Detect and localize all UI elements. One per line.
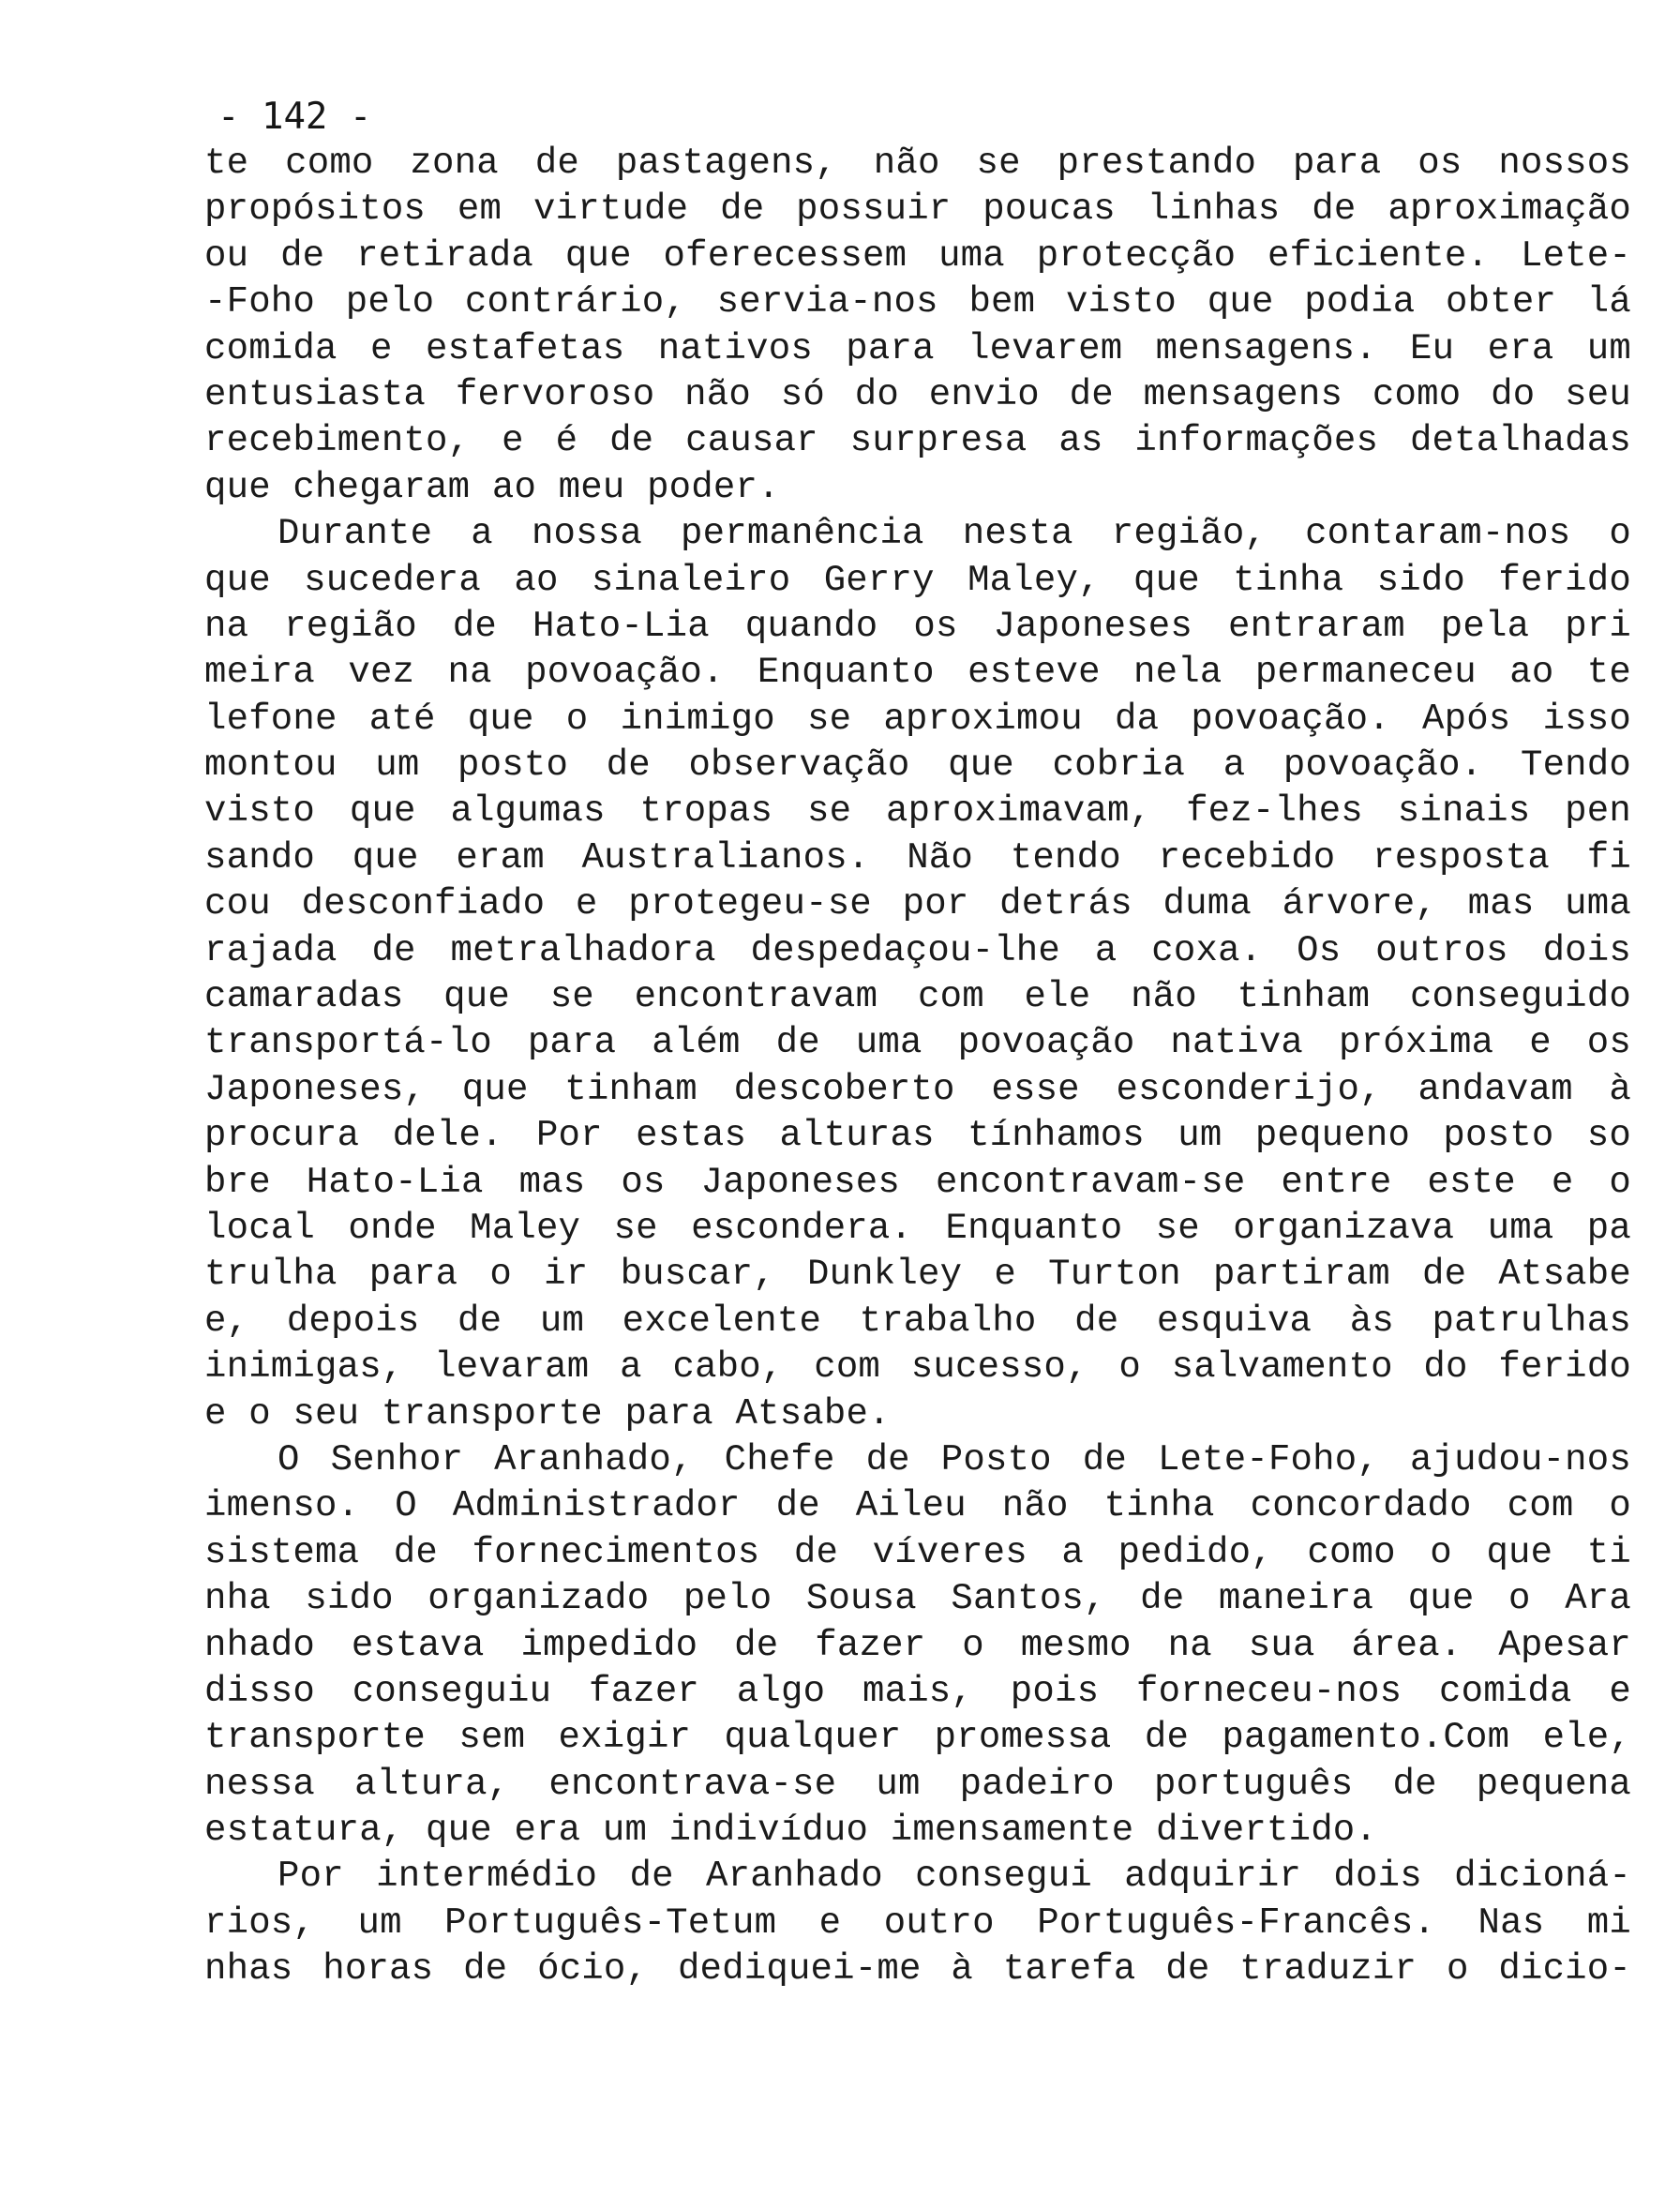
text-line: rios, um Português-Tetum e outro Português-Francês. Nas mi <box>204 1901 1631 1944</box>
text-line: trulha para o ir buscar, Dunkley e Turton partiram de Atsabe <box>204 1254 1631 1296</box>
text-line: meira vez na povoação. Enquanto esteve nela permaneceu ao te <box>204 652 1631 694</box>
text-line: sando que eram Australianos. Não tendo recebido resposta fi <box>204 836 1631 879</box>
text-line: sistema de fornecimentos de víveres a pedido, como o que ti <box>204 1531 1631 1573</box>
paragraph <box>204 511 1631 1437</box>
paragraph <box>204 1854 1631 1992</box>
text-line: que chegaram ao meu poder. <box>204 466 780 508</box>
text-line: ou de retirada que oferecessem uma protecção eficiente. Lete- <box>204 234 1631 277</box>
text-line: nessa altura, encontrava-se um padeiro português de pequena <box>204 1763 1631 1805</box>
text-line: local onde Maley se escondera. Enquanto se organizava uma pa <box>204 1207 1631 1249</box>
body-text <box>204 141 1631 1993</box>
text-line: visto que algumas tropas se aproximavam, fez-lhes sinais pen <box>204 790 1631 833</box>
text-line: montou um posto de observação que cobria a povoação. Tendo <box>204 744 1631 787</box>
text-line: e, depois de um excelente trabalho de esquiva às patrulhas <box>204 1300 1631 1342</box>
text-line: comida e estafetas nativos para levarem mensagens. Eu era um <box>204 327 1631 369</box>
text-line: nha sido organizado pelo Sousa Santos, de maneira que o Ara <box>204 1578 1631 1620</box>
text-line: nhas horas de ócio, dediquei-me à tarefa de traduzir o dicio- <box>204 1948 1631 1991</box>
text-line: na região de Hato-Lia quando os Japoneses entraram pela pri <box>204 605 1631 647</box>
text-line: -Foho pelo contrário, servia-nos bem visto que podia obter lá <box>204 281 1631 323</box>
text-line: estatura, que era um indivíduo imensamente divertido. <box>204 1810 1378 1852</box>
text-line: recebimento, e é de causar surpresa as informações detalhadas <box>204 420 1631 462</box>
text-line: procura dele. Por estas alturas tínhamos um pequeno posto so <box>204 1115 1631 1157</box>
text-line: propósitos em virtude de possuir poucas linhas de aproximação <box>204 188 1631 231</box>
text-line: rajada de metralhadora despedaçou-lhe a coxa. Os outros dois <box>204 929 1631 971</box>
text-line: Japoneses, que tinham descoberto esse esconderijo, andavam à <box>204 1068 1631 1110</box>
text-line: transporte sem exigir qualquer promessa de pagamento.Com ele, <box>204 1717 1631 1759</box>
text-line: camaradas que se encontravam com ele não tinham conseguido <box>204 976 1631 1018</box>
text-line: disso conseguiu fazer algo mais, pois forneceu-nos comida e <box>204 1670 1631 1712</box>
text-line: imenso. O Administrador de Aileu não tinha concordado com o <box>204 1485 1631 1527</box>
text-line: bre Hato-Lia mas os Japoneses encontravam-se entre este e o <box>204 1161 1631 1203</box>
text-line: que sucedera ao sinaleiro Gerry Maley, que tinha sido ferido <box>204 559 1631 601</box>
paragraph <box>204 1437 1631 1855</box>
text-line: transportá-lo para além de uma povoação nativa próxima e os <box>204 1022 1631 1064</box>
text-line: cou desconfiado e protegeu-se por detrás duma árvore, mas uma <box>204 883 1631 925</box>
text-line: te como zona de pastagens, não se prestando para os nossos <box>204 143 1631 184</box>
text-line: nhado estava impedido de fazer o mesmo na sua área. Apesar <box>204 1624 1631 1666</box>
text-line: entusiasta fervoroso não só do envio de mensagens como do seu <box>204 373 1631 415</box>
text-line: Durante a nossa permanência nesta região, contaram-nos o <box>278 513 1631 555</box>
text-line: inimigas, levaram a cabo, com sucesso, o salvamento do ferido <box>204 1346 1631 1389</box>
text-line: Por intermédio de Aranhado consegui adquirir dois dicioná- <box>278 1856 1631 1898</box>
paragraph <box>204 141 1631 511</box>
page-number: - 142 - <box>218 96 372 138</box>
text-line: O Senhor Aranhado, Chefe de Posto de Lete-Foho, ajudou-nos <box>278 1438 1631 1480</box>
text-line: lefone até que o inimigo se aproximou da povoação. Após isso <box>204 698 1631 740</box>
text-line: e o seu transporte para Atsabe. <box>204 1392 891 1435</box>
